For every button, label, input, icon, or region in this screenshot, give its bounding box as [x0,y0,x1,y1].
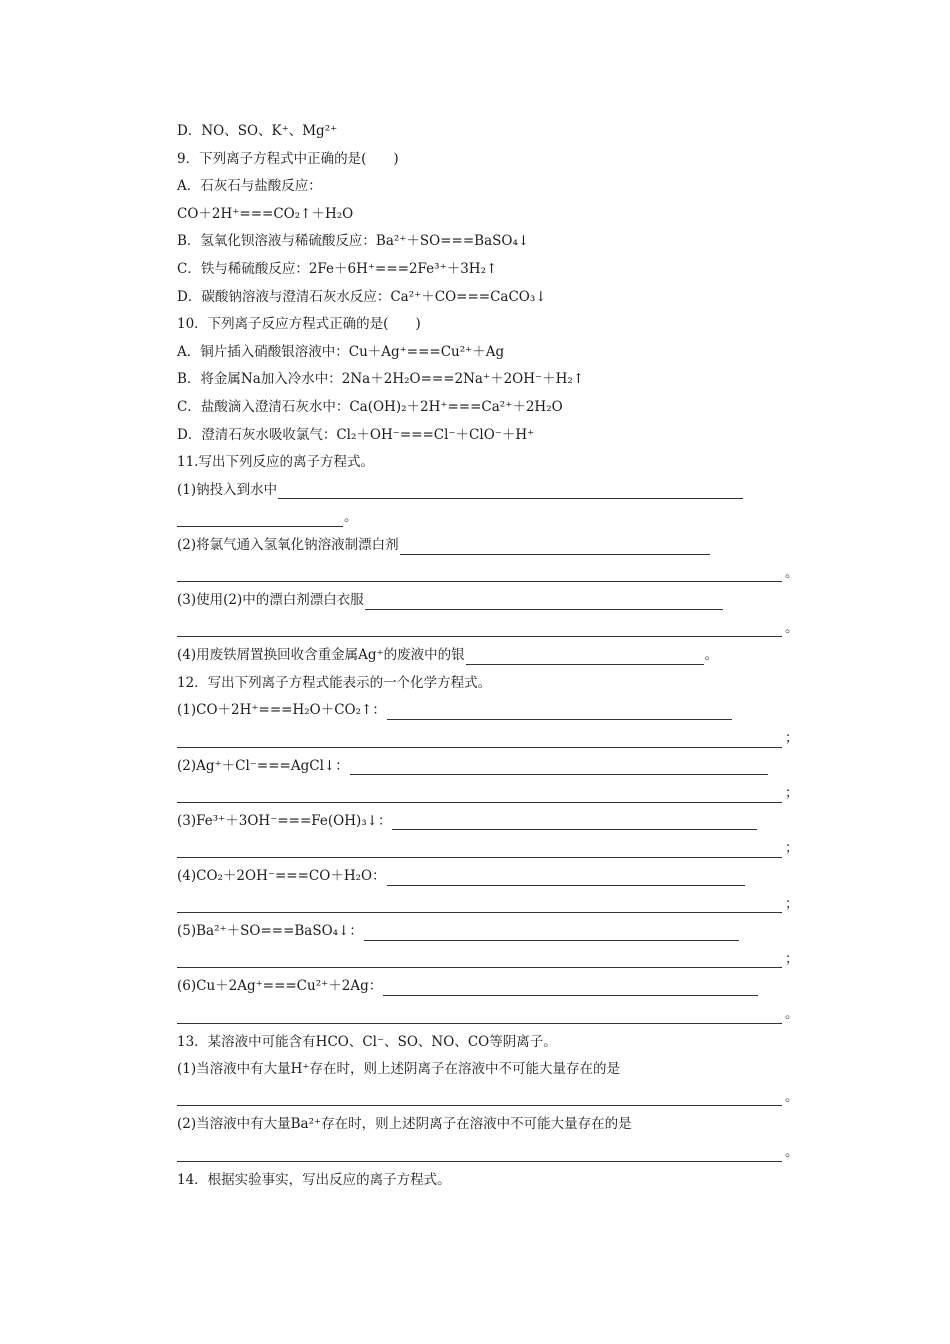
end-punct: 。 [785,1088,799,1105]
q11-item-2-prompt: (2)将氯气通入氢氧化钠溶液制漂白剂 [177,536,399,553]
q13-item-1-cont [177,1084,797,1112]
end-punct: 。 [785,1006,799,1022]
answer-blank[interactable] [177,895,782,913]
q13-item-2-cont [177,1139,797,1167]
end-punct: ； [785,950,799,967]
answer-blank[interactable] [387,868,745,886]
option-10d: D．澄清石灰水吸收氯气：Cl₂＋OH⁻===Cl⁻＋ClO⁻＋H⁺ [177,426,535,443]
option-9b: B．氢氧化钡溶液与稀硫酸反应：Ba²⁺＋SO===BaSO₄↓ [177,233,530,250]
q13-item-2 [177,1111,797,1139]
q12-item-2-prompt: (2)Ag⁺＋Cl⁻===AgCl↓： [177,757,349,774]
option-10a: A．铜片插入硝酸银溶液中：Cu＋Ag⁺===Cu²⁺＋Ag [177,343,505,360]
option-8d: D．NO、SO、K⁺、Mg²⁺ [177,123,338,139]
option-10b: B．将金属Na加入冷水中：2Na＋2H₂O===2Na⁺＋2OH⁻＋H₂↑ [177,371,585,388]
q13-item-2-prompt: (2)当溶液中有大量Ba²⁺存在时，则上述阴离子在溶液中不可能大量存在的是 [177,1116,632,1133]
q11-item-2 [177,532,797,560]
answer-blank[interactable] [365,592,723,610]
end-punct: 。 [785,619,799,636]
end-punct: 。 [344,509,358,526]
worksheet-page [177,118,797,1194]
end-punct: ； [785,785,799,802]
answer-blank[interactable] [466,647,704,665]
q12-item-5 [177,918,797,946]
q11-item-1-prompt: (1)钠投入到水中 [177,481,278,498]
answer-blank[interactable] [364,923,739,941]
answer-blank[interactable] [400,537,710,555]
q11-item-4-prompt: (4)用废铁屑置换回收含重金属Ag⁺的废液中的银 [177,647,465,664]
q11-item-1 [177,477,797,505]
question-13-title: 13．某溶液中可能含有HCO、Cl⁻、SO、NO、CO等阴离子。 [177,1033,557,1050]
answer-blank[interactable] [177,509,343,527]
answer-blank[interactable] [177,950,782,968]
q12-item-3-prompt: (3)Fe³⁺＋3OH⁻===Fe(OH)₃↓： [177,812,392,829]
answer-blank[interactable] [350,757,768,775]
q11-item-3-cont [177,615,797,643]
answer-blank[interactable] [177,840,782,858]
answer-blank[interactable] [387,702,732,720]
q12-item-5-cont [177,946,797,974]
answer-blank[interactable] [177,730,782,748]
answer-blank[interactable] [177,564,782,582]
end-punct: ； [785,895,799,912]
q13-item-1-prompt: (1)当溶液中有大量H⁺存在时，则上述阴离子在溶液中不可能大量存在的是 [177,1061,621,1078]
answer-blank[interactable] [383,978,758,996]
q12-item-6 [177,973,797,1001]
question-14-title: 14．根据实验事实，写出反应的离子方程式。 [177,1171,451,1188]
q12-item-3-cont [177,835,797,863]
q12-item-6-cont [177,1001,797,1029]
end-punct: ； [785,840,799,857]
question-11-title: 11.写出下列反应的离子方程式。 [177,454,374,471]
option-9a-equation: CO＋2H⁺===CO₂↑＋H₂O [177,205,354,222]
q12-item-6-prompt: (6)Cu＋2Ag⁺===Cu²⁺＋2Ag： [177,978,383,995]
end-punct: 。 [704,647,719,664]
option-9a: A．石灰石与盐酸反应： [177,178,322,195]
answer-blank[interactable] [278,481,743,499]
question-10-title: 10．下列离子反应方程式正确的是( ) [177,316,421,333]
q11-item-4 [177,642,797,670]
q12-item-2 [177,753,797,781]
option-10c: C．盐酸滴入澄清石灰水中：Ca(OH)₂＋2H⁺===Ca²⁺＋2H₂O [177,398,563,415]
answer-blank[interactable] [177,1144,782,1162]
q12-item-2-cont [177,780,797,808]
q12-item-1-cont [177,725,797,753]
q12-item-5-prompt: (5)Ba²⁺＋SO===BaSO₄↓： [177,923,363,940]
answer-blank[interactable] [177,1006,782,1024]
answer-blank[interactable] [177,785,782,803]
answer-blank[interactable] [177,619,782,637]
q12-item-1-prompt: (1)CO＋2H⁺===H₂O＋CO₂↑： [177,702,386,719]
answer-blank[interactable] [177,1088,782,1106]
q12-item-4 [177,863,797,891]
end-punct: 。 [785,564,799,581]
q13-item-1 [177,1056,797,1084]
q11-item-3 [177,587,797,615]
answer-blank[interactable] [392,812,757,830]
q11-item-3-prompt: (3)使用(2)中的漂白剂漂白衣服 [177,592,364,609]
end-punct: ； [785,730,799,747]
q12-item-4-cont [177,891,797,919]
q12-item-1 [177,697,797,725]
end-punct: 。 [785,1143,799,1160]
q11-item-2-cont [177,560,797,588]
question-9-title: 9．下列离子方程式中正确的是( ) [177,150,399,167]
option-9d: D．碳酸钠溶液与澄清石灰水反应：Ca²⁺＋CO===CaCO₃↓ [177,288,547,305]
question-12-title: 12．写出下列离子方程式能表示的一个化学方程式。 [177,674,492,691]
q12-item-3 [177,808,797,836]
option-9c: C．铁与稀硫酸反应：2Fe＋6H⁺===2Fe³⁺＋3H₂↑ [177,260,498,277]
q11-item-1-cont [177,504,797,532]
q12-item-4-prompt: (4)CO₂＋2OH⁻===CO＋H₂O： [177,868,386,885]
